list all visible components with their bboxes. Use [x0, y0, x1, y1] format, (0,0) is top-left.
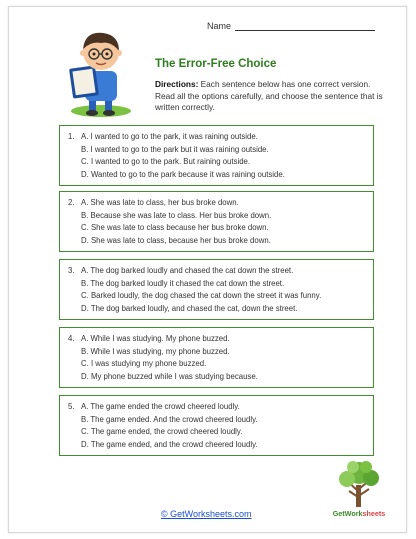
directions-body: Each sentence below has one correct version. Read all the options carefully, and choose the sentence that is written correctly. — [155, 79, 383, 112]
getworksheets-link[interactable]: © GetWorksheets.com — [161, 509, 252, 519]
name-underline — [235, 21, 375, 31]
answer-option[interactable]: A. She was late to class, her bus broke down. — [81, 198, 239, 207]
question-number: 2. — [68, 198, 75, 207]
question-number: 3. — [68, 266, 75, 275]
answer-option[interactable]: A. The dog barked loudly and chased the cat down the street. — [81, 266, 294, 275]
question-box-5 — [59, 395, 374, 456]
getworksheets-logo — [327, 459, 391, 531]
answer-option[interactable]: B. The game ended. And the crowd cheered loudly. — [81, 414, 258, 424]
answer-option[interactable]: C. I was studying my phone buzzed. — [81, 359, 207, 369]
answer-option[interactable]: C. I wanted to go to the park. But raining outside. — [81, 157, 251, 167]
directions-text — [155, 79, 385, 114]
answer-option[interactable]: B. Because she was late to class. Her bus broke down. — [81, 210, 272, 220]
name-label: Name — [207, 21, 232, 31]
name-field — [207, 21, 375, 31]
directions-label: Directions: — [155, 79, 199, 89]
question-number: 4. — [68, 334, 75, 343]
answer-option[interactable]: A. The game ended the crowd cheered loudly. — [81, 402, 240, 411]
question-box-2 — [59, 191, 374, 252]
question-box-4 — [59, 327, 374, 388]
worksheet-page — [8, 6, 407, 533]
answer-option[interactable]: D. She was late to class, because her bus broke down. — [81, 235, 271, 245]
answer-option[interactable]: D. Wanted to go to the park because it was raining outside. — [81, 169, 285, 179]
tree-icon — [327, 459, 391, 509]
question-box-3 — [59, 259, 374, 320]
answer-option[interactable]: B. I wanted to go to the park but it was raining outside. — [81, 144, 269, 154]
answer-option[interactable]: A. I wanted to go to the park, it was raining outside. — [81, 132, 258, 141]
answer-option[interactable]: D. My phone buzzed while I was studying because. — [81, 371, 258, 381]
answer-option[interactable]: D. The game ended, and the crowd cheered loudly. — [81, 439, 258, 449]
brand-accent: sheets — [362, 509, 386, 518]
answer-option[interactable]: D. The dog barked loudly, and chased the cat, down the street. — [81, 303, 298, 313]
answer-option[interactable]: C. Barked loudly, the dog chased the cat down the street it was funny. — [81, 291, 322, 301]
worksheet-title: The Error-Free Choice — [155, 58, 277, 70]
reading-boy-illustration — [61, 27, 141, 119]
question-number: 1. — [68, 132, 75, 141]
question-number: 5. — [68, 402, 75, 411]
brand-main: GetWork — [332, 509, 363, 518]
question-box-1 — [59, 125, 374, 186]
answer-option[interactable]: C. She was late to class because her bus broke down. — [81, 223, 269, 233]
answer-option[interactable]: A. While I was studying. My phone buzzed. — [81, 334, 230, 343]
answer-option[interactable]: B. While I was studying, my phone buzzed. — [81, 346, 230, 356]
answer-option[interactable]: C. The game ended, the crowd cheered loudly. — [81, 427, 243, 437]
answer-option[interactable]: B. The dog barked loudly it chased the cat down the street. — [81, 278, 285, 288]
brand-wordmark — [327, 509, 391, 518]
